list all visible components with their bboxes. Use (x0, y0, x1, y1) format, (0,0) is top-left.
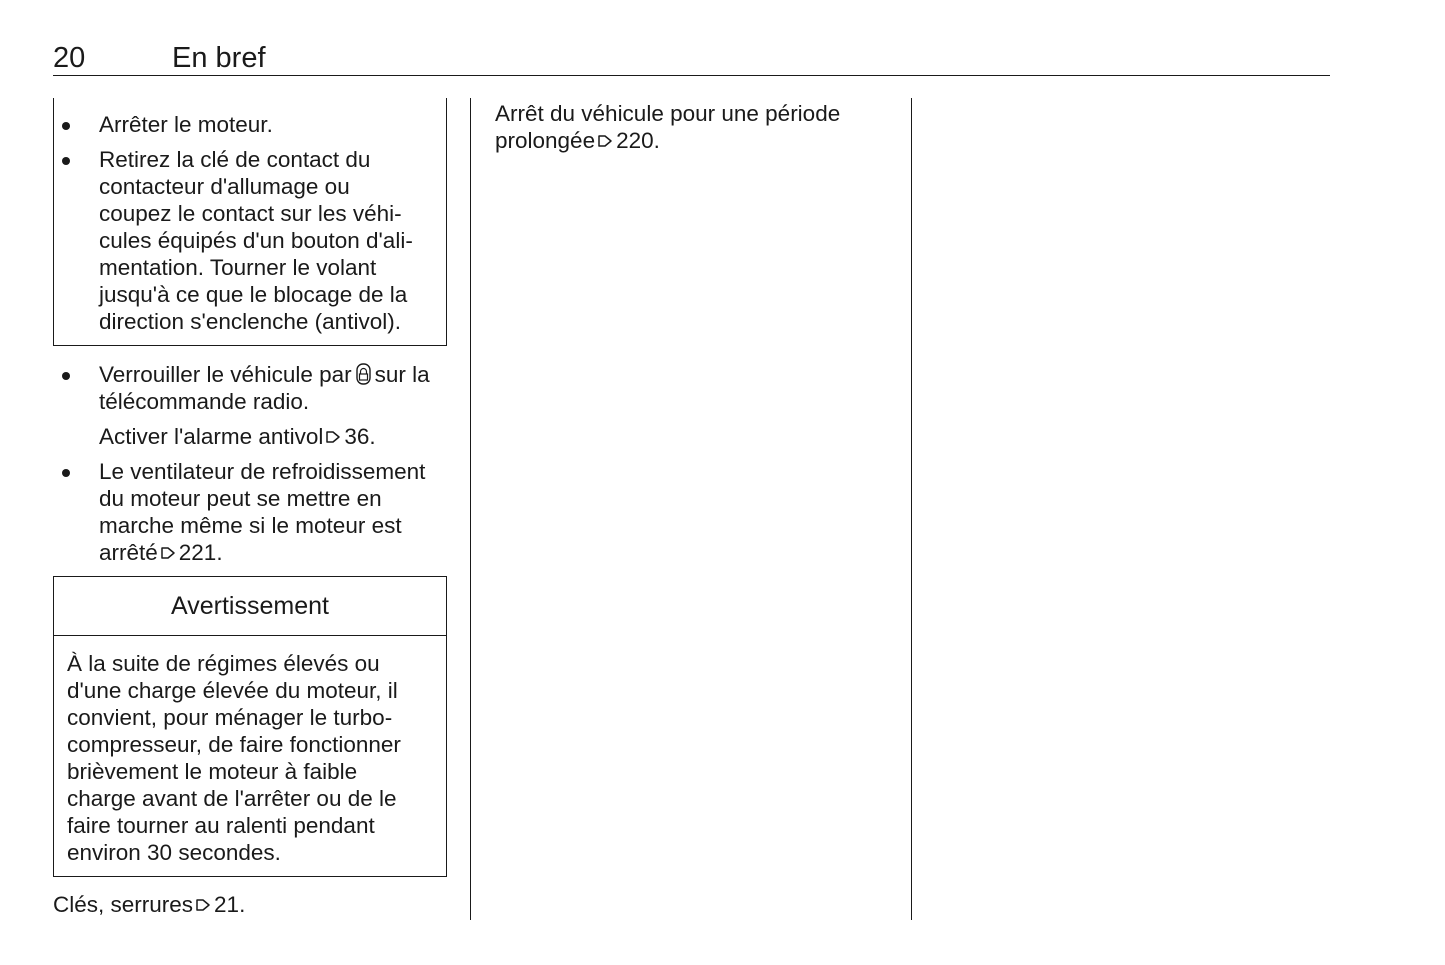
arrow-ref-icon[interactable] (597, 132, 613, 150)
warning-text-line: environ 30 secondes. (67, 840, 281, 865)
bullet-text-line: mentation. Tourner le volant (99, 255, 377, 280)
fan-page-ref[interactable]: 221. (178, 540, 223, 565)
warning-title: Avertissement (54, 577, 446, 636)
arrow-ref-icon[interactable] (160, 544, 176, 562)
alarm-note-text: Activer l'alarme antivol (99, 424, 324, 449)
arrow-ref-icon[interactable] (325, 428, 341, 446)
bullet-text-line: coupez le contact sur les véhi- (99, 201, 402, 226)
warning-text-line: brièvement le moteur à faible (67, 759, 358, 784)
warning-body (67, 650, 442, 866)
bullet-dot-icon (62, 469, 70, 477)
warning-text-line: convient, pour ménager le turbo- (67, 705, 393, 730)
long-stop-line-1: Arrêt du véhicule pour une période (495, 101, 841, 126)
arrow-ref-icon[interactable] (195, 896, 211, 914)
alarm-note-page-ref[interactable]: 36. (344, 424, 376, 449)
fan-last-text: arrêté (99, 540, 158, 565)
lock-icon (355, 363, 372, 385)
warning-text-line: faire tourner au ralenti pendant (67, 813, 375, 838)
column-divider-2 (911, 98, 912, 920)
bullet-dot-icon (62, 372, 70, 380)
warning-text-line: compresseur, de faire fonctionner (67, 732, 401, 757)
long-stop-page-ref[interactable]: 220. (616, 128, 660, 153)
bullet-text-line: jusqu'à ce que le blocage de la (99, 282, 408, 307)
bullet-text-line: du moteur peut se mettre en (99, 486, 382, 511)
bullet-text-line: Retirez la clé de contact du (99, 147, 371, 172)
bullet-dot-icon (62, 157, 70, 165)
keys-page-ref[interactable]: 21. (214, 892, 246, 917)
bullet-text-line: Arrêter le moteur. (99, 112, 273, 137)
alarm-note (99, 423, 376, 450)
bullet-text-line (99, 361, 459, 388)
keys-locks-reference (53, 891, 245, 918)
warning-text-line: d'une charge élevée du moteur, il (67, 678, 398, 703)
bullet-text-line (99, 539, 459, 566)
column-divider-1 (470, 98, 471, 920)
long-stop-line-2 (495, 127, 840, 154)
bullet-dot-icon (62, 122, 70, 130)
bullet-text-line: Le ventilateur de refroidissement (99, 459, 426, 484)
lock-text-after: sur la (374, 362, 430, 387)
bullet-text-line: marche même si le moteur est (99, 513, 402, 538)
keys-ref-text: Clés, serrures (53, 892, 194, 917)
warning-text-line: À la suite de régimes élevés ou (67, 651, 380, 676)
long-stop-reference (495, 100, 840, 154)
warning-text-line: charge avant de l'arrêter ou de le (67, 786, 397, 811)
bullet-text-line: télécommande radio. (99, 389, 310, 414)
bullet-text-line: direction s'enclenche (antivol). (99, 309, 401, 334)
warning-box (53, 576, 447, 877)
page-number: 20 (53, 42, 86, 74)
lock-text-before: Verrouiller le véhicule par (99, 362, 352, 387)
long-stop-text: prolongée (495, 128, 596, 153)
bullet-text-line: cules équipés d'un bouton d'ali- (99, 228, 413, 253)
section-title: En bref (172, 42, 266, 74)
bullet-text-line: contacteur d'allumage ou (99, 174, 350, 199)
header-rule (53, 75, 1330, 76)
